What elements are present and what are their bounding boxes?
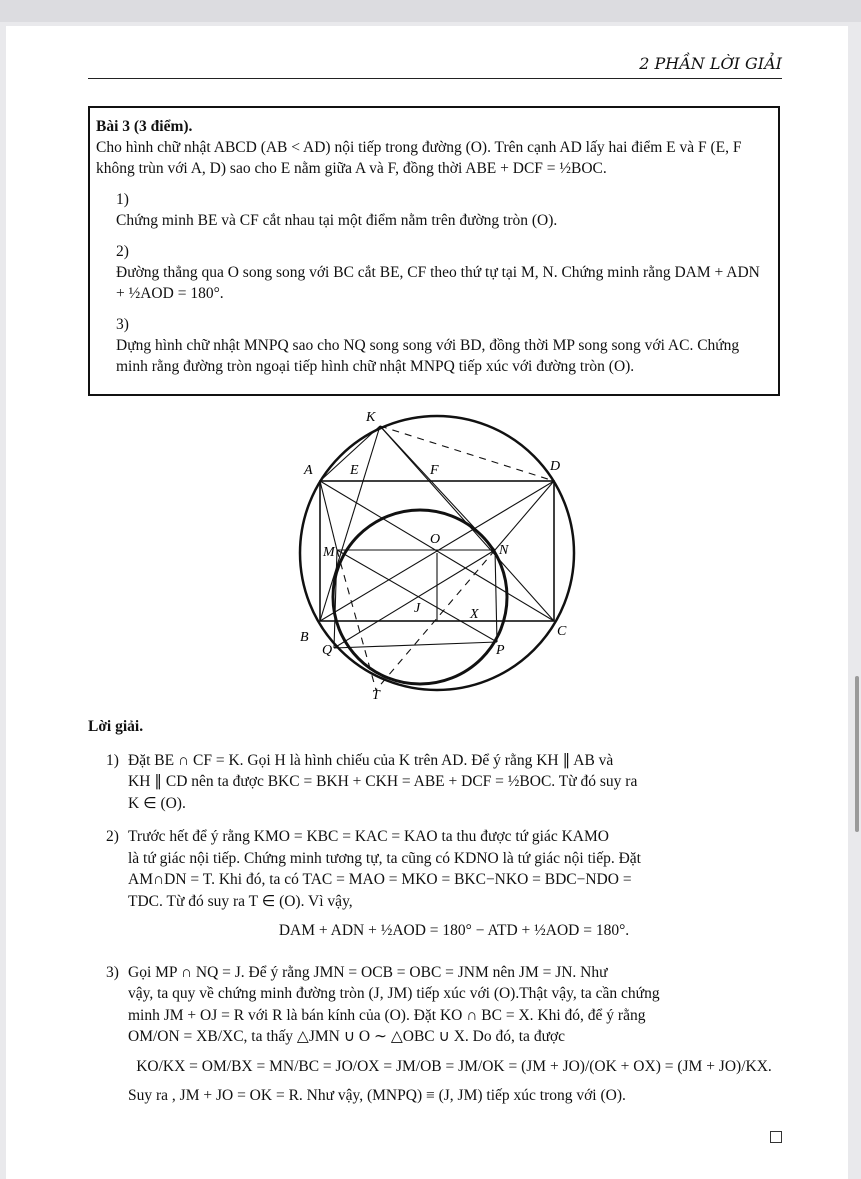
qed-box bbox=[770, 1131, 782, 1143]
section-header: 2 PHẦN LỜI GIẢI bbox=[639, 54, 782, 73]
problem-title: Bài 3 (3 điểm). bbox=[96, 118, 193, 135]
label-F: F bbox=[430, 463, 439, 478]
header-rule bbox=[88, 78, 782, 79]
label-E: E bbox=[350, 463, 359, 478]
solution-part-1: 1) Đặt BE ∩ CF = K. Gọi H là hình chiếu của K trên AD. Để ý rằng KH ∥ AB và KH ∥ CD nên ta được BKC = BKH + CKH = ABE + DCF = ½BOC. Từ đó suy ra K ∈ (O). bbox=[106, 751, 638, 812]
label-O: O bbox=[430, 532, 441, 547]
problem-part-2: 2)Đường thẳng qua O song song với BC cắt BE, CF theo thứ tự tại M, N. Chứng minh rằng DAM + ADN + ½AOD = 180°. bbox=[116, 243, 760, 302]
label-M: M bbox=[323, 545, 335, 560]
conclusion: Suy ra , JM + JO = OK = R. Như vậy, (MNPQ) ≡ (J, JM) tiếp xúc trong với (O). bbox=[128, 1087, 626, 1104]
dashed-lines bbox=[337, 426, 554, 690]
equation-3: KO/KX = OM/BX = MN/BC = JO/OX = JM/OB = JM/OK = (JM + JO)/(OK + OX) = (JM + JO)/KX. bbox=[136, 1057, 772, 1075]
scrollbar-thumb[interactable] bbox=[855, 676, 859, 832]
top-bar bbox=[0, 0, 861, 22]
label-D: D bbox=[550, 459, 561, 474]
label-J: J bbox=[414, 601, 421, 616]
label-A: A bbox=[304, 463, 313, 478]
label-T: T bbox=[372, 688, 380, 703]
problem-part-1: 1)Chứng minh BE và CF cắt nhau tại một điểm nằm trên đường tròn (O). bbox=[116, 191, 558, 229]
solution-part-3: 3) Gọi MP ∩ NQ = J. Để ý rằng JMN = OCB = OBC = JNM nên JM = JN. Như vậy, ta quy về chứng minh đường tròn (J, JM) tiếp xúc với (O).Thật vậy, ta cần chứng minh JM + OJ = R với R là bán kính của (O). Đặt KO ∩ BC = X. Khi đó, để ý rằng OM/ON = XB/XC, ta thấy △JMN ∪ O ∼ △OBC ∪ X. Do đó, ta được KO/KX = OM/BX = MN/BC = JO/OX = JM/OB = JM/OK = (JM + JO)/(OK + OX) = (JM + JO)/KX. Suy ra , JM + JO = OK = R. Như vậy, (MNPQ) ≡ (J, JM) tiếp xúc trong với (O). bbox=[106, 962, 782, 1107]
label-K: K bbox=[366, 410, 376, 425]
label-Q: Q bbox=[322, 643, 333, 658]
problem-part-3: 3)Dựng hình chữ nhật MNPQ sao cho NQ song song với BD, đồng thời MP song song với AC. Chứng minh rằng đường tròn ngoại tiếp hình chữ nhật MNPQ tiếp xúc với đường tròn (O). bbox=[116, 316, 740, 375]
solution-part-2: 2) Trước hết để ý rằng KMO = KBC = KAC = KAO ta thu được tứ giác KAMO là tứ giác nội tiếp. Chứng minh tương tự, ta cũng có KDNO là tứ giác nội tiếp. Đặt AM∩DN = T. Khi đó, ta có TAC = MAO = MKO = BKC−NKO = BDC−NDO = TDC. Từ đó suy ra T ∈ (O). Vì vậy, DAM + ADN + ½AOD = 180° − ATD + ½AOD = 180°. bbox=[106, 826, 782, 950]
problem-box bbox=[88, 106, 780, 396]
problem-statement: Cho hình chữ nhật ABCD (AB < AD) nội tiếp trong đường (O). Trên cạnh AD lấy hai điểm E và F (E, F không trùn với A, D) sao cho E nằm giữa A và F, đồng thời ABE + DCF = ½BOC. bbox=[96, 139, 742, 177]
label-B: B bbox=[300, 630, 309, 645]
label-N: N bbox=[499, 543, 509, 558]
label-X: X bbox=[470, 607, 479, 622]
equation-2: DAM + ADN + ½AOD = 180° − ATD + ½AOD = 180°. bbox=[278, 922, 630, 939]
label-P: P bbox=[496, 643, 505, 658]
geometry-figure bbox=[290, 405, 590, 705]
label-C: C bbox=[557, 624, 567, 639]
solution-title: Lời giải. bbox=[88, 718, 144, 735]
solution-section bbox=[88, 716, 782, 1107]
